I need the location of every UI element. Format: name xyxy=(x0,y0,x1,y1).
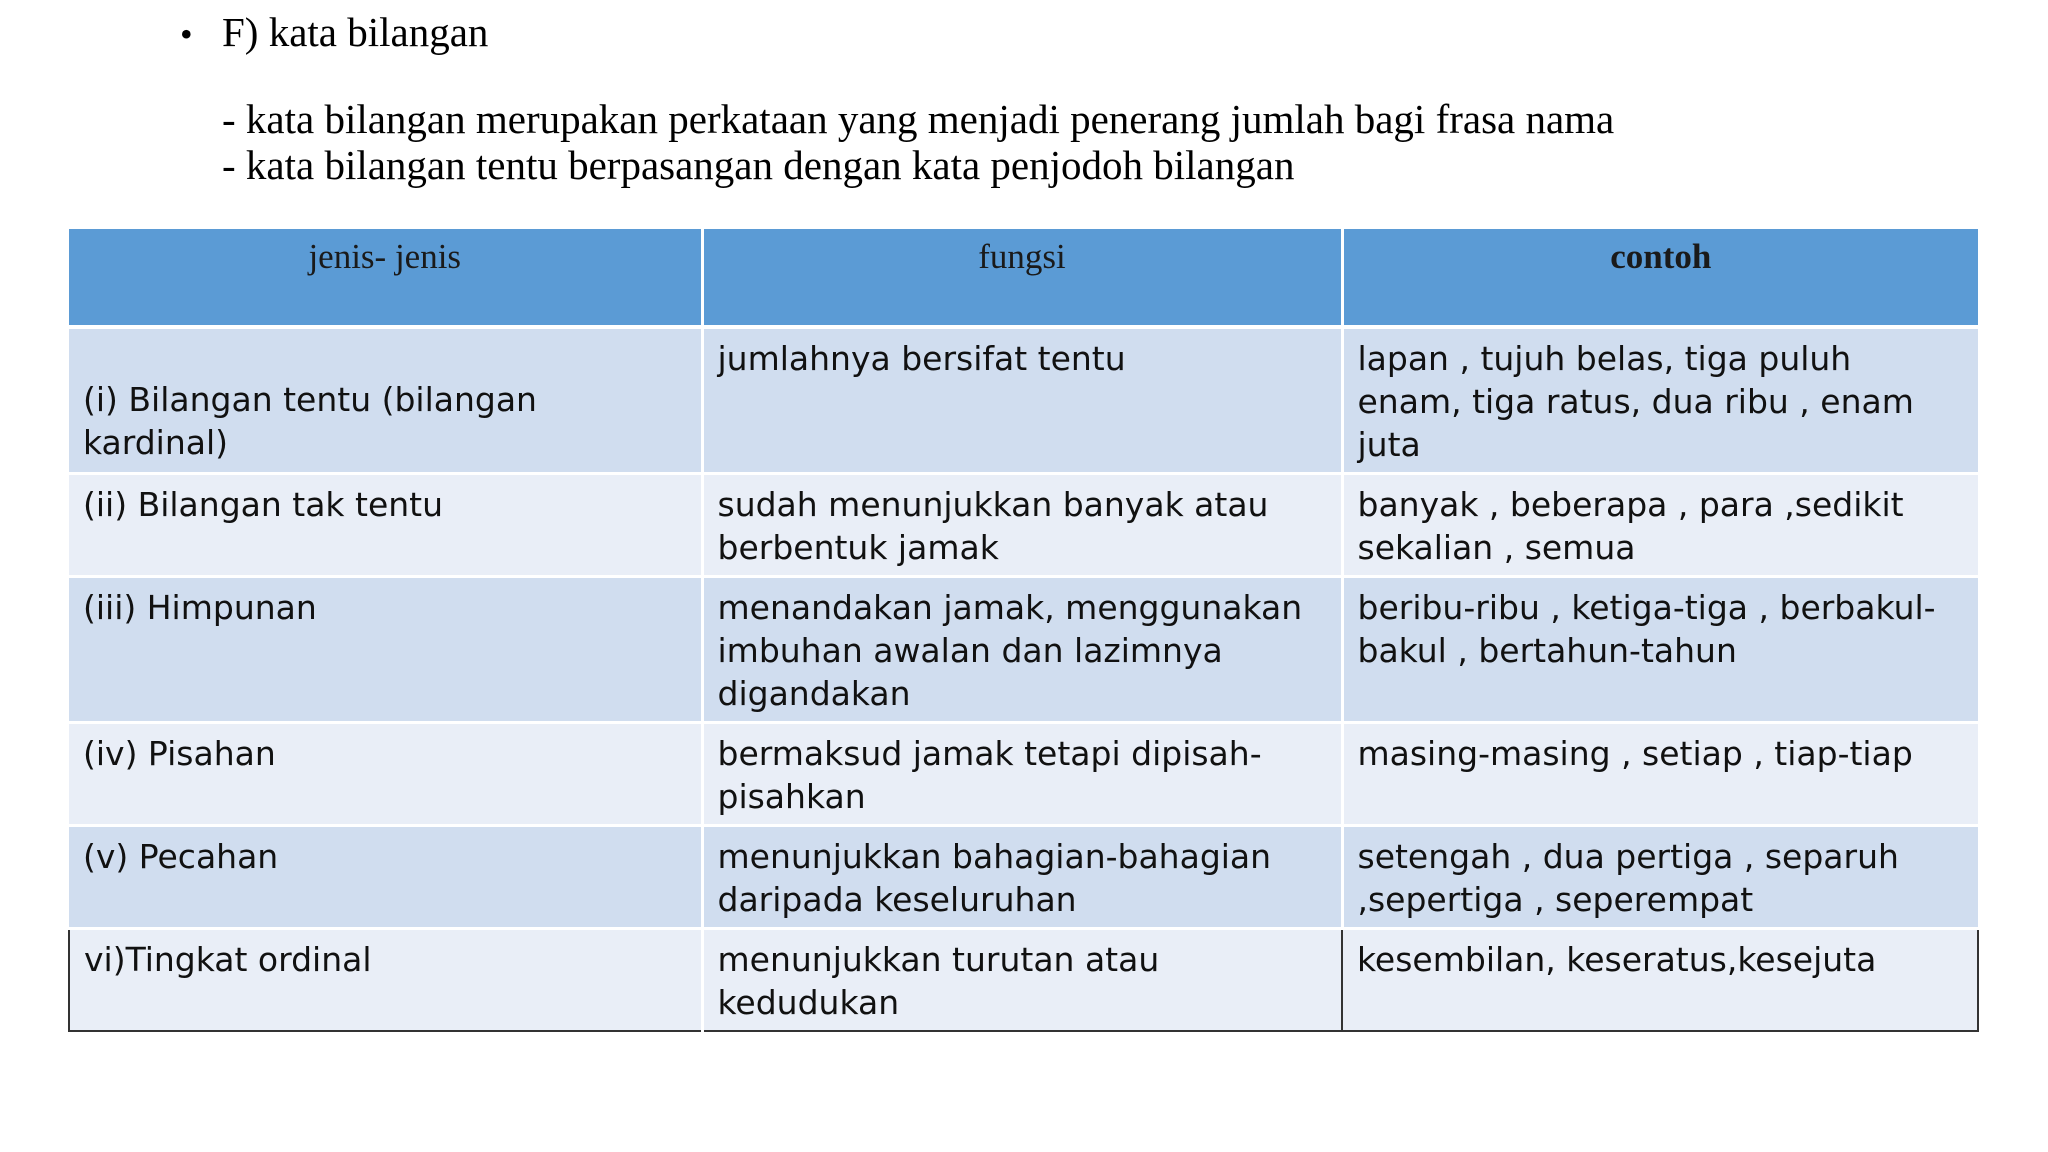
table-row xyxy=(69,474,1978,577)
header-jenis: jenis- jenis xyxy=(69,229,702,327)
cell-jenis: (v) Pecahan xyxy=(69,826,702,929)
cell-jenis: vi)Tingkat ordinal xyxy=(69,929,702,1032)
table-row xyxy=(69,327,1978,474)
cell-fungsi: menandakan jamak, menggunakan imbuhan awalan dan lazimnya digandakan xyxy=(702,577,1342,723)
point-2: - kata bilangan tentu berpasangan dengan kata penjodoh bilangan xyxy=(222,142,1295,188)
cell-jenis: (iii) Himpunan xyxy=(69,577,702,723)
description-points xyxy=(222,96,1614,188)
bullet-icon: • xyxy=(180,14,193,54)
point-1: - kata bilangan merupakan perkataan yang menjadi penerang jumlah bagi frasa nama xyxy=(222,96,1615,142)
table-header-row xyxy=(69,229,1978,327)
kata-bilangan-table xyxy=(68,229,1979,1032)
cell-contoh: lapan , tujuh belas, tiga puluh enam, tiga ratus, dua ribu , enam juta xyxy=(1342,327,1978,474)
cell-contoh: masing-masing , setiap , tiap-tiap xyxy=(1342,723,1978,826)
cell-jenis: (ii) Bilangan tak tentu xyxy=(69,474,702,577)
cell-fungsi: menunjukkan bahagian-bahagian daripada keseluruhan xyxy=(702,826,1342,929)
slide-heading xyxy=(180,4,488,62)
cell-jenis: (i) Bilangan tentu (bilangan kardinal) xyxy=(69,327,702,474)
table-row xyxy=(69,577,1978,723)
cell-fungsi: sudah menunjukkan banyak atau berbentuk jamak xyxy=(702,474,1342,577)
cell-contoh: kesembilan, keseratus,kesejuta xyxy=(1342,929,1978,1032)
cell-contoh: setengah , dua pertiga , separuh ,sepertiga , seperempat xyxy=(1342,826,1978,929)
heading-text: F) kata bilangan xyxy=(222,9,489,55)
cell-contoh: beribu-ribu , ketiga-tiga , berbakul-bakul , bertahun-tahun xyxy=(1342,577,1978,723)
cell-fungsi: jumlahnya bersifat tentu xyxy=(702,327,1342,474)
cell-contoh: banyak , beberapa , para ,sedikit sekalian , semua xyxy=(1342,474,1978,577)
cell-fungsi: menunjukkan turutan atau kedudukan xyxy=(702,929,1342,1032)
table-row xyxy=(69,929,1978,1032)
table-row xyxy=(69,723,1978,826)
cell-jenis: (iv) Pisahan xyxy=(69,723,702,826)
header-fungsi: fungsi xyxy=(702,229,1342,327)
cell-fungsi: bermaksud jamak tetapi dipisah-pisahkan xyxy=(702,723,1342,826)
header-contoh: contoh xyxy=(1342,229,1978,327)
table-row xyxy=(69,826,1978,929)
